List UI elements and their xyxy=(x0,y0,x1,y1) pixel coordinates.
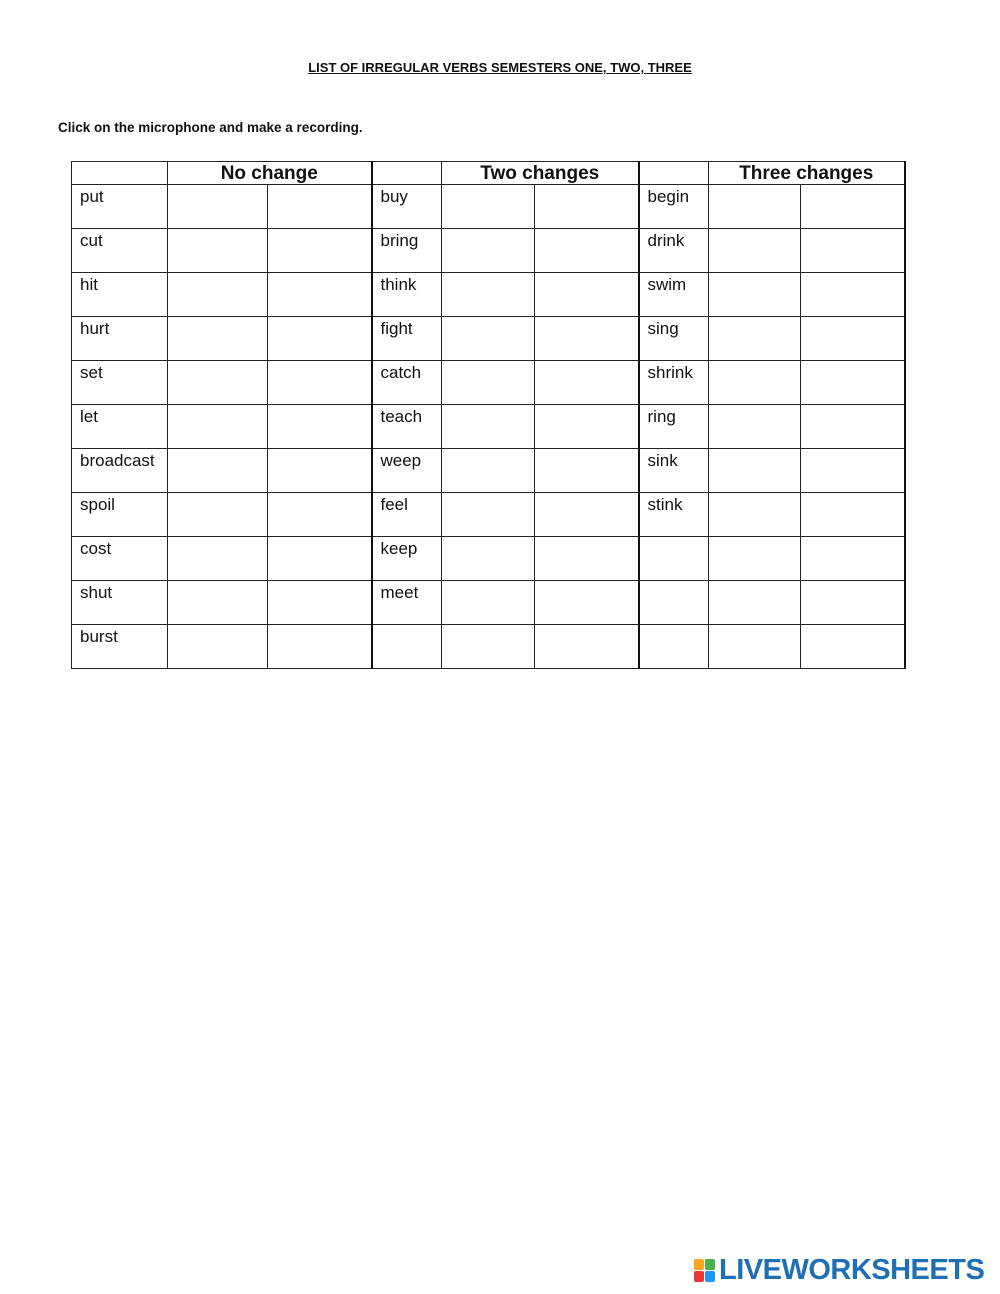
table-row xyxy=(72,625,905,669)
answer-cell[interactable] xyxy=(168,625,268,669)
answer-cell[interactable] xyxy=(535,493,639,537)
answer-cell[interactable] xyxy=(442,229,535,273)
logo-text: LIVEWORKSHEETS xyxy=(719,1254,985,1286)
answer-cell[interactable] xyxy=(801,493,905,537)
answer-cell[interactable] xyxy=(535,449,639,493)
logo-square-3 xyxy=(694,1271,704,1282)
answer-cell[interactable] xyxy=(268,185,372,229)
verb-cell-two-changes: feel xyxy=(372,493,442,537)
answer-cell[interactable] xyxy=(168,581,268,625)
verb-cell-no-change: hurt xyxy=(72,317,168,361)
answer-cell[interactable] xyxy=(709,405,801,449)
verb-cell-no-change: hit xyxy=(72,273,168,317)
table-row xyxy=(72,449,905,493)
header-spacer xyxy=(639,162,709,185)
verb-cell-no-change: burst xyxy=(72,625,168,669)
table-row xyxy=(72,405,905,449)
logo-square-2 xyxy=(705,1259,715,1270)
answer-cell[interactable] xyxy=(709,317,801,361)
verb-cell-two-changes: meet xyxy=(372,581,442,625)
answer-cell[interactable] xyxy=(535,185,639,229)
header-spacer xyxy=(72,162,168,185)
answer-cell[interactable] xyxy=(442,405,535,449)
verb-cell-three-changes xyxy=(639,625,709,669)
answer-cell[interactable] xyxy=(801,405,905,449)
verb-cell-three-changes: begin xyxy=(639,185,709,229)
answer-cell[interactable] xyxy=(535,625,639,669)
answer-cell[interactable] xyxy=(535,273,639,317)
table-body xyxy=(72,185,905,669)
answer-cell[interactable] xyxy=(801,273,905,317)
instruction-text: Click on the microphone and make a recording. xyxy=(58,120,363,135)
answer-cell[interactable] xyxy=(801,537,905,581)
answer-cell[interactable] xyxy=(268,625,372,669)
table-row xyxy=(72,581,905,625)
verb-cell-two-changes: weep xyxy=(372,449,442,493)
answer-cell[interactable] xyxy=(168,537,268,581)
verb-cell-no-change: cut xyxy=(72,229,168,273)
table-row xyxy=(72,229,905,273)
header-no-change: No change xyxy=(168,162,372,185)
logo-square-1 xyxy=(694,1259,704,1270)
answer-cell[interactable] xyxy=(709,537,801,581)
answer-cell[interactable] xyxy=(801,361,905,405)
answer-cell[interactable] xyxy=(535,581,639,625)
answer-cell[interactable] xyxy=(268,229,372,273)
answer-cell[interactable] xyxy=(168,229,268,273)
verb-cell-two-changes: keep xyxy=(372,537,442,581)
table-row xyxy=(72,493,905,537)
answer-cell[interactable] xyxy=(268,449,372,493)
answer-cell[interactable] xyxy=(442,537,535,581)
answer-cell[interactable] xyxy=(442,581,535,625)
answer-cell[interactable] xyxy=(535,317,639,361)
answer-cell[interactable] xyxy=(168,405,268,449)
answer-cell[interactable] xyxy=(709,581,801,625)
answer-cell[interactable] xyxy=(168,361,268,405)
answer-cell[interactable] xyxy=(709,493,801,537)
verb-cell-three-changes: drink xyxy=(639,229,709,273)
answer-cell[interactable] xyxy=(535,405,639,449)
answer-cell[interactable] xyxy=(801,625,905,669)
answer-cell[interactable] xyxy=(442,625,535,669)
answer-cell[interactable] xyxy=(709,625,801,669)
verb-cell-three-changes xyxy=(639,537,709,581)
answer-cell[interactable] xyxy=(709,185,801,229)
answer-cell[interactable] xyxy=(801,229,905,273)
answer-cell[interactable] xyxy=(268,537,372,581)
answer-cell[interactable] xyxy=(709,361,801,405)
liveworksheets-logo-icon xyxy=(693,1258,715,1282)
header-spacer xyxy=(372,162,442,185)
verb-cell-two-changes xyxy=(372,625,442,669)
answer-cell[interactable] xyxy=(268,405,372,449)
answer-cell[interactable] xyxy=(168,317,268,361)
answer-cell[interactable] xyxy=(268,493,372,537)
verb-cell-two-changes: catch xyxy=(372,361,442,405)
answer-cell[interactable] xyxy=(268,361,372,405)
verb-cell-three-changes xyxy=(639,581,709,625)
answer-cell[interactable] xyxy=(801,185,905,229)
liveworksheets-logo xyxy=(693,1255,984,1285)
table-row xyxy=(72,273,905,317)
answer-cell[interactable] xyxy=(535,537,639,581)
verb-cell-no-change: spoil xyxy=(72,493,168,537)
verb-cell-no-change: shut xyxy=(72,581,168,625)
table-row xyxy=(72,185,905,229)
answer-cell[interactable] xyxy=(442,185,535,229)
header-two-changes: Two changes xyxy=(442,162,639,185)
answer-cell[interactable] xyxy=(535,229,639,273)
answer-cell[interactable] xyxy=(268,317,372,361)
verb-cell-no-change: broadcast xyxy=(72,449,168,493)
verb-cell-two-changes: buy xyxy=(372,185,442,229)
answer-cell[interactable] xyxy=(168,449,268,493)
verb-cell-two-changes: teach xyxy=(372,405,442,449)
table-header-row xyxy=(72,162,905,185)
table-row xyxy=(72,537,905,581)
verb-cell-three-changes: shrink xyxy=(639,361,709,405)
verb-cell-no-change: put xyxy=(72,185,168,229)
answer-cell[interactable] xyxy=(442,317,535,361)
table-row xyxy=(72,361,905,405)
answer-cell[interactable] xyxy=(801,317,905,361)
answer-cell[interactable] xyxy=(709,449,801,493)
answer-cell[interactable] xyxy=(709,229,801,273)
verb-cell-three-changes: ring xyxy=(639,405,709,449)
answer-cell[interactable] xyxy=(535,361,639,405)
answer-cell[interactable] xyxy=(442,273,535,317)
logo-square-4 xyxy=(705,1271,715,1282)
verb-cell-two-changes: bring xyxy=(372,229,442,273)
verb-cell-three-changes: stink xyxy=(639,493,709,537)
answer-cell[interactable] xyxy=(709,273,801,317)
answer-cell[interactable] xyxy=(801,449,905,493)
answer-cell[interactable] xyxy=(168,185,268,229)
answer-cell[interactable] xyxy=(801,581,905,625)
irregular-verbs-table xyxy=(71,161,906,669)
answer-cell[interactable] xyxy=(168,493,268,537)
answer-cell[interactable] xyxy=(268,273,372,317)
answer-cell[interactable] xyxy=(442,493,535,537)
header-three-changes: Three changes xyxy=(709,162,905,185)
answer-cell[interactable] xyxy=(268,581,372,625)
verb-cell-no-change: cost xyxy=(72,537,168,581)
verb-cell-no-change: set xyxy=(72,361,168,405)
answer-cell[interactable] xyxy=(442,361,535,405)
verb-cell-no-change: let xyxy=(72,405,168,449)
answer-cell[interactable] xyxy=(442,449,535,493)
table-row xyxy=(72,317,905,361)
verb-cell-three-changes: swim xyxy=(639,273,709,317)
verb-cell-two-changes: fight xyxy=(372,317,442,361)
document-title: LIST OF IRREGULAR VERBS SEMESTERS ONE, TWO, THREE xyxy=(308,60,692,75)
verb-cell-three-changes: sing xyxy=(639,317,709,361)
verb-cell-three-changes: sink xyxy=(639,449,709,493)
verb-cell-two-changes: think xyxy=(372,273,442,317)
answer-cell[interactable] xyxy=(168,273,268,317)
